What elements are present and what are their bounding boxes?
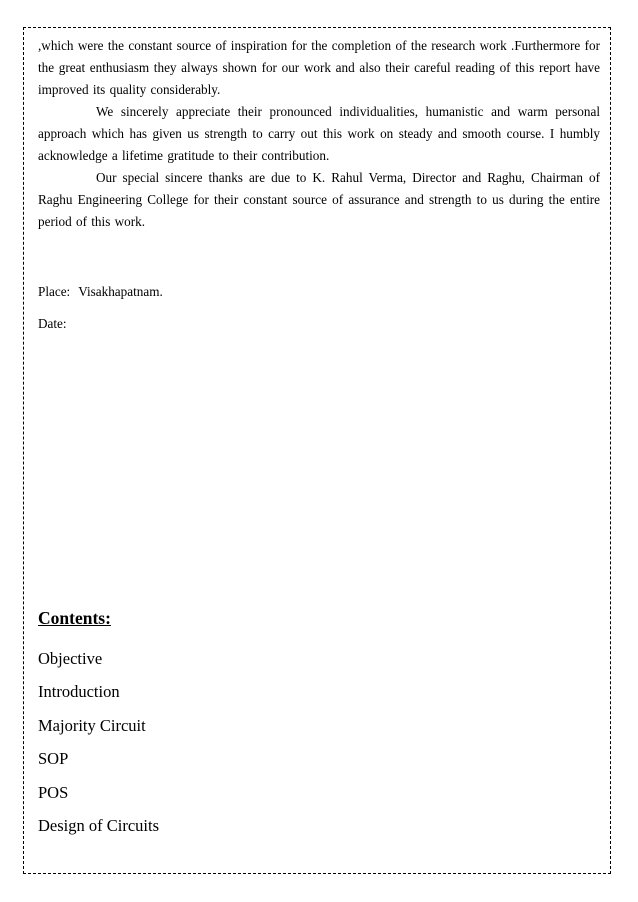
date-line [38,314,67,334]
contents-item: Majority Circuit [38,715,146,735]
acknowledgement-paragraph: Our special sincere thanks are due to K. Rahul Verma, Director and Raghu, Chairman of Raghu Engineering College for their constant source of assurance and strength to us during the entire period of this work. [38,170,600,229]
contents-item: Objective [38,649,103,668]
place-line [38,282,163,302]
contents-list [38,642,159,842]
place-label: Place: [38,284,71,299]
contents-item: Design of Circuits [38,816,159,836]
acknowledgement-paragraph: ,which were the constant source of inspiration for the completion of the research work .Furthermore for the great enthusiasm they always shown for our work and also their careful reading of this report have improved its quality considerably. [38,38,600,97]
place-value: Visakhapatnam. [78,284,163,299]
contents-item: SOP [38,749,69,769]
contents-item: Introduction [38,682,120,702]
contents-heading: Contents: [38,608,111,628]
date-label: Date: [38,316,67,331]
acknowledgement-paragraph: We sincerely appreciate their pronounced individualities, humanistic and warm personal approach which has given us strength to carry out this work on steady and smooth course. I humbly acknowledge a lifetime gratitude to their contribution. [38,104,600,163]
contents-item: POS [38,782,69,802]
